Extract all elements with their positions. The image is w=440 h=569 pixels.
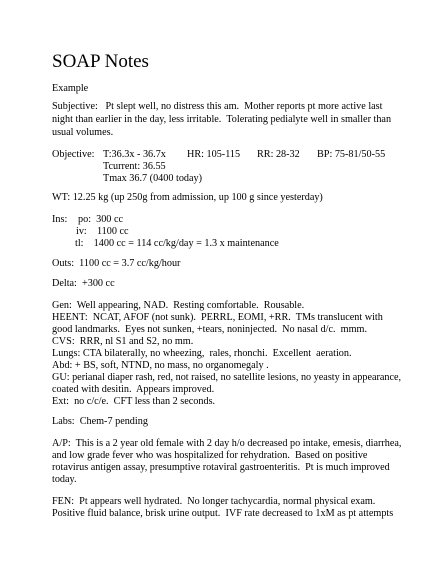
- objective-tmax: Tmax 36.7 (0400 today): [103, 173, 203, 184]
- exam-gen: Gen: Well appearing, NAD. Resting comfortable. Rousable.: [52, 300, 305, 311]
- subjective-line-2: night than earlier in the day, less irritable. Tolerating pedialyte well in smaller than: [52, 114, 392, 125]
- exam-heent-2: good landmarks. Eyes not sunken, +tears, noninjected. No nasal d/c. mmm.: [52, 324, 367, 335]
- exam-cvs: CVS: RRR, nl S1 and S2, no mm.: [52, 336, 194, 347]
- subjective-line-1: Subjective: Pt slept well, no distress this am. Mother reports pt more active last: [52, 101, 383, 112]
- fen-line-1: FEN: Pt appears well hydrated. No longer tachycardia, normal physical exam.: [52, 496, 376, 507]
- objective-bp: BP: 75-81/50-55: [317, 149, 386, 160]
- outs-line: Outs: 1100 cc = 3.7 cc/kg/hour: [52, 258, 181, 269]
- objective-hr: HR: 105-115: [187, 149, 241, 160]
- assessment-line-1: A/P: This is a 2 year old female with 2 day h/o decreased po intake, emesis, diarrhea,: [52, 438, 402, 449]
- ins-iv: iv: 1100 cc: [76, 226, 129, 237]
- delta-line: Delta: +300 cc: [52, 278, 115, 289]
- exam-ext: Ext: no c/c/e. CFT less than 2 seconds.: [52, 396, 216, 407]
- objective-tcurrent: Tcurrent: 36.55: [103, 161, 166, 172]
- subjective-line-3: usual volumes.: [52, 127, 114, 138]
- exam-gu-2: coated with desitin. Appears improved.: [52, 384, 215, 395]
- ins-label: Ins:: [52, 214, 68, 225]
- assessment-line-2: and low grade fever who was hospitalized for rehydration. Based on positive: [52, 450, 368, 461]
- ins-tl: tl: 1400 cc = 114 cc/kg/day = 1.3 x maintenance: [75, 238, 279, 249]
- example-label: Example: [52, 83, 89, 94]
- weight-line: WT: 12.25 kg (up 250g from admission, up 100 g since yesterday): [52, 192, 323, 203]
- objective-temp: T:36.3x - 36.7x: [103, 149, 166, 160]
- exam-lungs: Lungs: CTA bilaterally, no wheezing, rales, rhonchi. Excellent aeration.: [52, 348, 352, 359]
- exam-gu-1: GU: perianal diaper rash, red, not raised, no satellite lesions, no yeasty in appearance,: [52, 372, 402, 383]
- assessment-line-3: rotavirus antigen assay, presumptive rotaviral gastroenteritis. Pt is much improved: [52, 462, 390, 473]
- exam-heent-1: HEENT: NCAT, AFOF (not sunk). PERRL, EOMI, +RR. TMs translucent with: [52, 312, 383, 323]
- fen-line-2: Positive fluid balance, brisk urine output. IVF rate decreased to 1xM as pt attempts: [52, 508, 394, 519]
- objective-rr: RR: 28-32: [257, 149, 300, 160]
- exam-abd: Abd: + BS, soft, NTND, no mass, no organomegaly .: [52, 360, 269, 371]
- assessment-line-4: today.: [52, 474, 77, 485]
- document-title: SOAP Notes: [52, 51, 149, 72]
- labs-line: Labs: Chem-7 pending: [52, 416, 148, 427]
- ins-po: po: 300 cc: [78, 214, 123, 225]
- objective-label: Objective:: [52, 149, 95, 160]
